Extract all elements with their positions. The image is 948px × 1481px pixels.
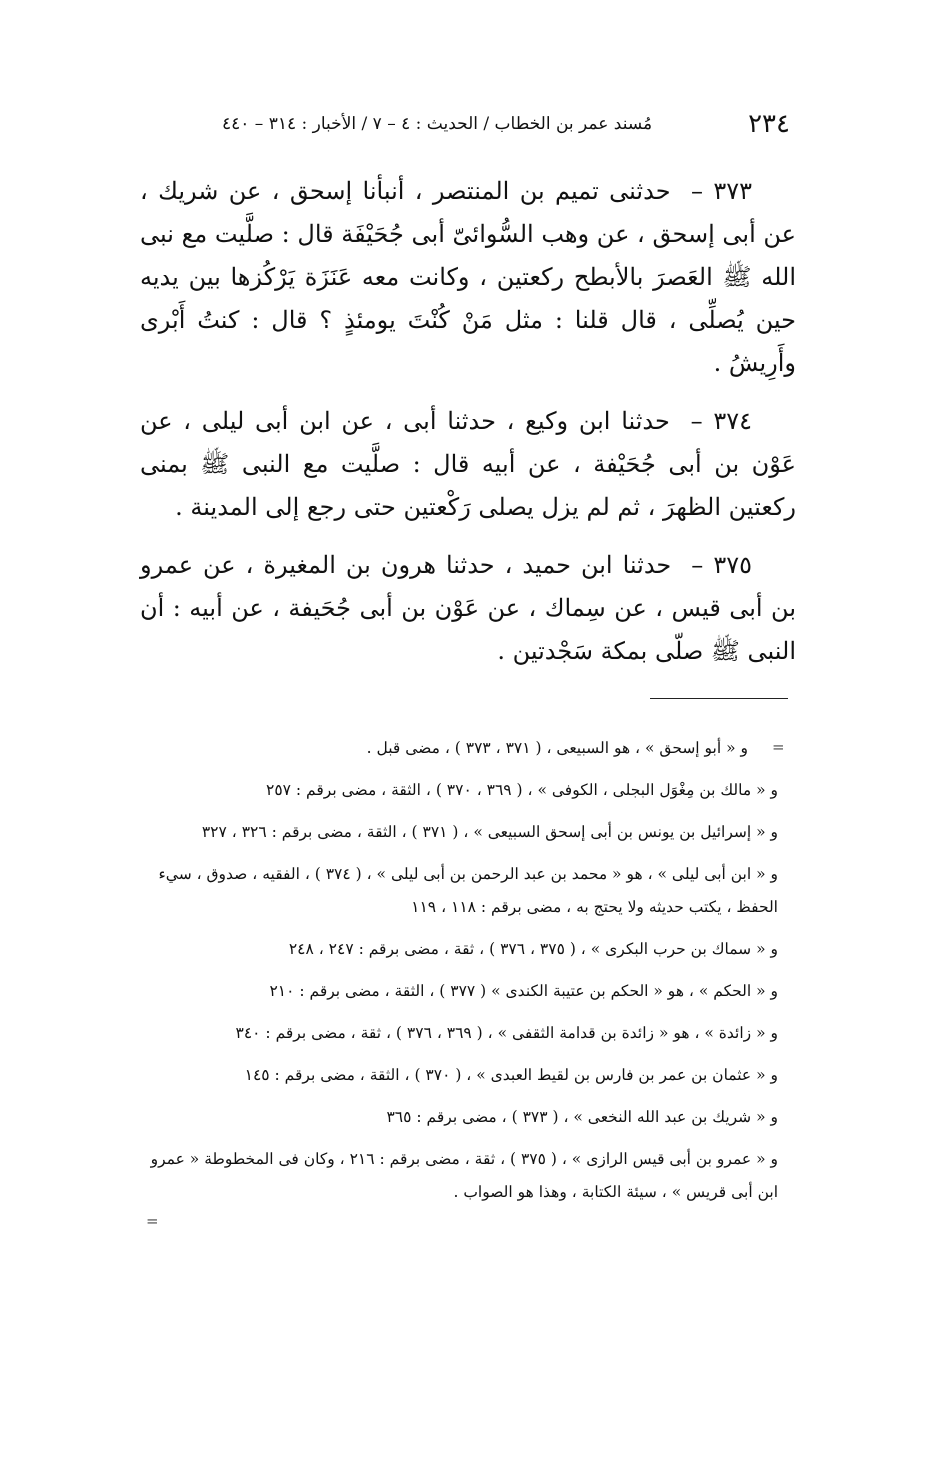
footnote-item: و « عثمان بن عمر بن فارس بن لقيط العبدى » ، ( ٣٧٠ ) ، الثقة ، مضى برقم : ١٤٥ xyxy=(244,1066,778,1084)
main-text xyxy=(140,170,796,688)
footnote-item: و « أبو إسحق » ، هو السبيعى ، ( ٣٧١ ، ٣٧٣ ) ، مضى قبل . xyxy=(366,739,748,757)
page-header xyxy=(222,104,790,144)
hadith-paragraph xyxy=(140,400,796,529)
footnote-end-mark: = xyxy=(146,1212,159,1230)
footnote-item: و « مالك بن مِغْوَل البجلى ، الكوفى » ، ( ٣٦٩ ، ٣٧٠ ) ، الثقة ، مضى برقم : ٢٥٧ xyxy=(266,781,778,799)
footnote-item: و « إسرائيل بن يونس بن أبى إسحق السبيعى » ، ( ٣٧١ ) ، الثقة ، مضى برقم : ٣٢٦ ، ٣٢٧ xyxy=(201,823,778,841)
hadith-number: ٣٧٤ – xyxy=(690,407,752,435)
footnote-item: و « سماك بن حرب البكرى » ، ( ٣٧٥ ، ٣٧٦ ) ، ثقة ، مضى برقم : ٢٤٧ ، ٢٤٨ xyxy=(288,940,778,958)
hadith-paragraph xyxy=(140,170,796,385)
hadith-paragraph xyxy=(140,544,796,673)
running-title: مُسند عمر بن الخطاب / الحديث : ٤ – ٧ / الأخبار : ٣١٤ – ٤٤٠ xyxy=(222,114,653,134)
page-number: ٢٣٤ xyxy=(748,109,790,139)
hadith-number: ٣٧٣ – xyxy=(690,177,752,205)
footnote-item: و « ابن أبى ليلى » ، هو « محمد بن عبد الرحمن بن أبى ليلى » ، ( ٣٧٤ ) ، الفقيه ، صدوق ، سيء الحفظ ، يكتب حديثه ولا يحتج به ، مضى برقم : ١١٨ ، ١١٩ xyxy=(158,865,778,916)
footnote-separator xyxy=(650,698,788,699)
footnote-item: و « زائدة » ، هو « زائدة بن قدامة الثقفى » ، ( ٣٦٩ ، ٣٧٦ ) ، ثقة ، مضى برقم : ٣٤٠ xyxy=(235,1024,778,1042)
footnote-item: و « عمرو بن أبى قيس الرازى » ، ( ٣٧٥ ) ، ثقة ، مضى برقم : ٢١٦ ، وكان فى المخطوطة « عمرو ابن أبى قريس » ، سيئة الكتابة ، وهذا هو الصواب . xyxy=(150,1150,778,1201)
hadith-text: حدثنا ابن وكيع ، حدثنا أبى ، عن ابن أبى ليلى ، عن عَوْن بن أبى جُحَيْفة ، عن أبيه قال : صلَّيت مع النبى ﷺ بمنى ركعتين الظهرَ ، ثم لم يزل يصلى رَكْعتين حتى رجع إلى المدينة . xyxy=(140,407,796,521)
footnote-item: و « شريك بن عبد الله النخعى » ، ( ٣٧٣ ) ، مضى برقم : ٣٦٥ xyxy=(386,1108,778,1126)
footnotes xyxy=(140,732,792,1218)
footnote-continuation-mark: = xyxy=(772,738,785,756)
hadith-number: ٣٧٥ – xyxy=(691,551,752,579)
footnote-item: و « الحكم » ، هو « الحكم بن عتيبة الكندى » ( ٣٧٧ ) ، الثقة ، مضى برقم : ٢١٠ xyxy=(269,982,778,1000)
hadith-text: حدثنى تميم بن المنتصر ، أنبأنا إسحق ، عن شريك ، عن أبى إسحق ، عن وهب السُّوائىّ أبى جُحَيْفَة قال : صلَّيت مع نبى الله ﷺ العَصرَ بالأبطح ركعتين ، وكانت معه عَنَزَة يَرْكُزها بين يديه حين يُصلِّى ، قال قلنا : مثل مَنْ كُنْتَ يومئذٍ ؟ قال : كنتُ أَبْرى وأَرِيشُ . xyxy=(140,177,796,377)
hadith-text: حدثنا ابن حميد ، حدثنا هرون بن المغيرة ، عن عمرو بن أبى قيس ، عن سِماك ، عن عَوْن بن أبى جُحَيفة ، عن أبيه : أن النبى ﷺ صلّى بمكة سَجْدتين . xyxy=(140,551,796,665)
